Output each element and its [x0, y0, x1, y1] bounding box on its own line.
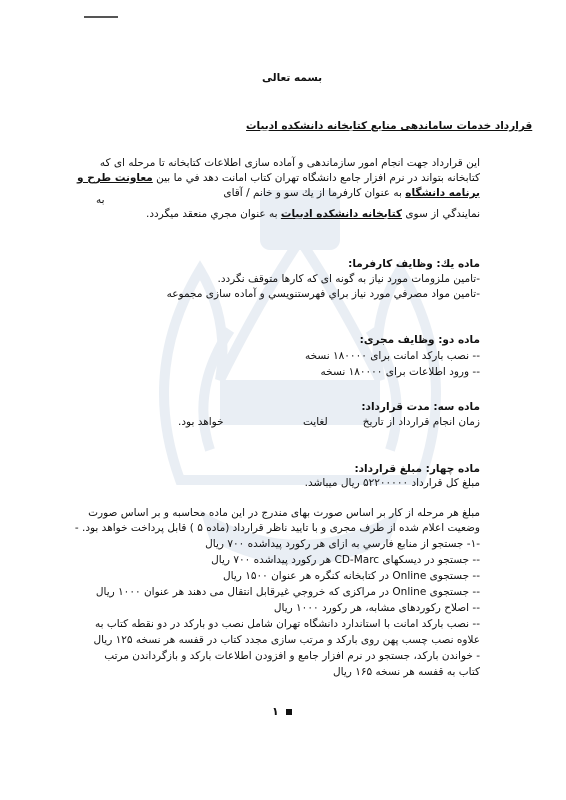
article-2-heading: ماده دو: وظایف مجری: [359, 334, 480, 346]
article-3-until: لغایت [303, 416, 328, 428]
invocation-heading: بسمه تعالی [262, 72, 323, 84]
rate-item-1: -۱- جستجو از منابع فارسي به ازای هر رکورد پیداشده ۷۰۰ ریال [205, 538, 480, 550]
intro-line-2 [77, 172, 480, 185]
article-1-heading: ماده یك: وظایف کارفرما: [348, 258, 480, 270]
rate-item-3: -- جستجوی Online در کتابخانه کنگره هر عنوان ۱۵۰۰ ریال [223, 570, 480, 582]
rate-item-7: - خواندن بارکد، جستجو در نرم افزار جامع و افزودن اطلاعات بارکد و بازگرداندن مرتب [104, 650, 480, 662]
library-name: کتابخانه دانشکده ادبیات [280, 208, 402, 220]
article-4-heading: ماده چهار: مبلغ قرارداد: [354, 463, 480, 475]
article-1-item-1: -تامین ملزومات مورد نیاز به گونه ای که کارها متوقف نگردد. [217, 273, 480, 285]
rate-item-6: -- نصب بارکد امانت با استاندارد دانشگاه تهران شامل نصب دو بارکد در دو نقطه کتاب به [95, 618, 480, 630]
article-2-item-2: -- ورود اطلاعات برای ۱۸۰۰۰۰ نسخه [320, 366, 480, 378]
intro-line-4-lead: نمایندگي از سوی [402, 208, 480, 220]
intro-line-2-text: کتابخانه بتواند در نرم افزار جامع دانشگاه تهران کتاب امانت دهد في ما بين [152, 172, 480, 184]
intro-line-4-tail: به عنوان مجري منعقد میگردد. [145, 208, 281, 220]
article-1-item-2: -تامین مواد مصرفي مورد نیاز براي فهرستنویسي و آماده سازی مجموعه [166, 288, 480, 300]
intro-line-3 [223, 187, 480, 200]
intro-line-1: این قرارداد جهت انجام امور سازماندهی و آماده سازی اطلاعات کتابخانه تا مرحله ای که [99, 157, 480, 169]
rate-item-4: -- جستجوی Online در مراکزی که خروجي غیرقابل انتقال می دهند هر عنوان ۱۰۰۰ ریال [95, 586, 480, 598]
rate-item-2: -- جستجو در دیسکهای CD-Marc هر رکورد پیداشده ۷۰۰ ریال [211, 554, 480, 566]
intro-line-3-tail: به [96, 194, 105, 206]
rate-item-7-cont: کتاب به قفسه هر نسخه ۱۶۵ ریال [333, 666, 480, 678]
article-3-start: زمان انجام قرارداد از تاریخ [362, 416, 480, 428]
page-number: ۱ [272, 705, 279, 718]
corner-mark [84, 16, 118, 18]
university-planning-name: برنامه دانشگاه [405, 187, 480, 199]
deputy-planning-name: معاونت طرح و [77, 172, 153, 184]
intro-line-3-text: به عنوان کارفرما از یك سو و خانم / آقای [223, 187, 406, 199]
payment-paragraph-line-2: وضعیت اعلام شده از طرف مجری و با تایید ناظر قرارداد (ماده ۵ ) قابل پرداخت خواهد بود. - [74, 522, 480, 534]
contract-title: قرارداد خدمات ساماندهی منابع کتابخانه دانشکده ادبیات [246, 120, 533, 132]
page-marker [286, 709, 292, 715]
rate-item-5: -- اصلاح رکوردهای مشابه، هر رکورد ۱۰۰۰ ریال [273, 602, 480, 614]
article-2-item-1: -- نصب بارکد امانت برای ۱۸۰۰۰۰ نسخه [304, 350, 480, 362]
article-3-end: خواهد بود. [178, 416, 224, 428]
article-3-heading: ماده سه: مدت قرارداد: [361, 401, 480, 413]
rate-item-6-cont: علاوه نصب چسب پهن روی بارکد و مرتب سازی مجدد کتاب در قفسه هر نسخه ۱۲۵ ریال [93, 634, 480, 646]
payment-paragraph-line-1: مبلغ هر مرحله از کار بر اساس صورت بهای مندرج در این ماده محاسبه و بر اساس صورت [88, 507, 480, 519]
intro-line-4 [146, 208, 480, 221]
article-4-amount: مبلغ کل قرارداد ۵۲۲۰۰۰۰۰ ریال میباشد. [304, 477, 480, 489]
